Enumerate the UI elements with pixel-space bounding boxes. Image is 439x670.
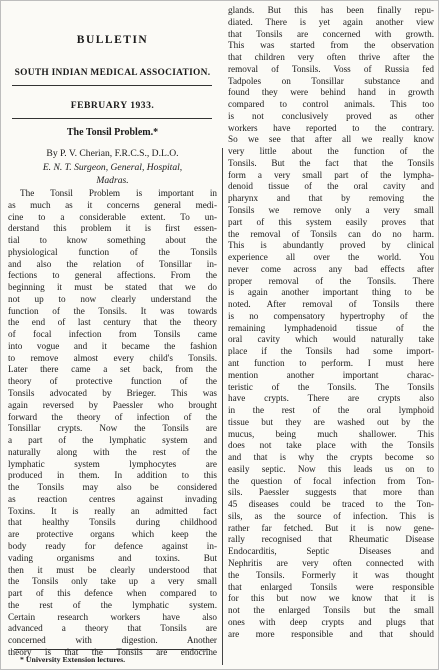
text-line: concerned with digestion. Another [8,635,217,646]
text-line: that healthy Tonsils during childhood [8,517,217,528]
text-line: the Tonsils. Formerly it was thought [228,569,434,580]
text-line: easily septic. Now this leads us on to [228,463,434,474]
text-line: rally recognised that Rheumatic Disease [228,534,434,545]
text-line: the end of last century that the theory [8,317,217,328]
text-line: Endocarditis, Septic Diseases and [228,546,434,557]
text-line: forward the theory of infection of the [8,411,217,422]
text-line: found they were behind hand in growth [228,87,434,98]
header-rule-top [12,85,212,86]
text-line: tial to know something about the [8,235,217,246]
text-line: vading organisms and toxins. But [8,552,217,563]
text-line: body ready for defence against in- [8,540,217,551]
right-column [227,1,435,669]
text-line: place if the Tonsils had some import- [228,346,434,357]
text-line: that enlarged Tonsils were responsible [228,581,434,592]
text-line: The Tonsil Problem is important in [20,188,217,198]
text-line: is again another important thing to be [228,287,434,298]
text-line: Tonsils we remove only a very small [228,205,434,216]
text-line: oral cavity which would naturally take [228,334,434,345]
text-line: never come across any bad effects after [228,263,434,274]
author-location: Madras. [96,175,129,186]
text-line: and that is why the crypts become so [228,452,434,463]
text-line: rather far fetched. But it is now gene- [228,522,434,533]
text-line: theory of protective function of the [8,376,217,387]
text-line: denoid tissue of the oral cavity and [228,181,434,192]
text-line: the rest of the lymphatic system. [8,599,217,610]
text-line: fections to general affections. From the [8,270,217,281]
text-line: Tonsillar crypts. Now the Tonsils are [8,423,217,434]
text-line: physiological function of the Tonsils [8,246,217,257]
text-line: and also the relation of Tonsillar in- [8,258,217,269]
text-line: Tadpoles on Tonsillar substance and [228,75,434,86]
text-line: Certain research workers have also [8,611,217,622]
text-line: sils. Paessler suggests that more than [228,487,434,498]
text-line: This was started from the observation [228,40,434,51]
text-line: beginning it must be stated that we do [8,282,217,293]
journal-name: SOUTH INDIAN MEDICAL ASSOCIATION. [14,68,211,78]
text-line: very little about the function of the [228,146,434,157]
text-line: not up to now clearly understand the [8,293,217,304]
text-line: of focal infection from Tonsils came [8,329,217,340]
text-line: derstand this problem it is first essen- [8,223,217,234]
text-line: Tonsils. But the fact that the Tonsils [228,157,434,168]
text-line: compared to control animals. This too [228,99,434,110]
text-line: So we see that after all we really know [228,134,434,145]
text-line: advanced a theory that Tonsils are [8,623,217,634]
text-line: noted. After removal of Tonsils there [228,299,434,310]
footnote-rule [14,649,210,650]
text-line: the Tonsils only take up a very small [8,576,217,587]
text-line: in the rest of the oral lymphoid [228,405,434,416]
text-line: then it must be clearly understood that [8,564,217,575]
text-line: pharynx and that by removing the [228,193,434,204]
text-line: for this but now we know that it is [228,593,434,604]
text-line: lymphatic system lymphocytes are [8,458,217,469]
text-line: sils, as the source of infection. This is [228,510,434,521]
text-line: are more responsible and that should [228,628,434,639]
issue-date: FEBRUARY 1933. [70,100,155,111]
text-line: Nephritis are very often connected with [228,557,434,568]
author-affiliation: E. N. T. Surgeon, General, Hospital, [42,162,183,173]
text-line: a part of the lymphatic system and [8,435,217,446]
right-body-text [228,5,434,640]
text-line: not the enlarged Tonsils but the small [228,605,434,616]
text-line: cine to a considerable extent. To un- [8,211,217,222]
text-line: into vogue and it became the fashion [8,340,217,351]
text-line: ant function to perform. I must here [228,357,434,368]
left-body-text [8,188,217,659]
text-line: form a very small part of the lympha- [228,169,434,180]
text-line: experience all over the world. You [228,252,434,263]
text-line: glands. But this has been finally repu- [228,5,434,15]
text-line: that Tonsils are concerned with growth. [228,28,434,39]
text-line: part of this system easily proves that [228,216,434,227]
article-author: By P. V. Cherian, F.R.C.S., D.L.O. [46,148,179,159]
text-line: removal of Tonsils. Voss of Russia fed [228,63,434,74]
text-line: Later there came a set back, from the [8,364,217,375]
article-title: The Tonsil Problem.* [66,127,159,138]
text-line: the removal of Tonsils can do no harm. [228,228,434,239]
text-line: that children very often thrive after the [228,52,434,63]
text-line: diated. There is yet again another view [228,16,434,27]
text-line: to remove almost every child's Tonsils. [8,352,217,363]
text-line: does not take place with the Tonsils [228,440,434,451]
text-line: tissue but they are washed out by the [228,416,434,427]
text-line: again reversed by Paessler who brought [8,399,217,410]
text-line: Tonsils advocated by Brieger. This was [8,388,217,399]
text-line: the Tonsils may also be considered [8,482,217,493]
text-line: mucus, being much shallower. This [228,428,434,439]
header-rule-bottom [12,118,212,119]
text-line: teristic of the Tonsils. The Tonsils [228,381,434,392]
bulletin-heading: BULLETIN [76,34,149,46]
text-line: have crypts. There are crypts also [228,393,434,404]
text-line: Toxins. It is really an admitted fact [8,505,217,516]
footnote: * University Extension lectures. [20,655,126,664]
text-line: function of the Tonsils. It was towards [8,305,217,316]
text-line: proper removal of the Tonsils. There [228,275,434,286]
text-line: as reaction centres against invading [8,493,217,504]
left-column [6,1,219,669]
text-line: mention another important charac- [228,369,434,380]
text-line: 45 diseases could be traced to the Ton- [228,499,434,510]
text-line: remaining lymphadenoid tissue of the [228,322,434,333]
text-line: workers have reported to the contrary. [228,122,434,133]
text-line: as much as it concerns general medi- [8,199,217,210]
column-divider [222,148,223,665]
text-line: naturally along with the rest of the [8,446,217,457]
text-line: is not conclusively proved as other [228,110,434,121]
text-line: part of this defence when compared to [8,588,217,599]
text-line: is no compensatory hypertrophy of the [228,310,434,321]
text-line: This is abundantly proved by clinical [228,240,434,251]
text-line: are protective organs which keep the [8,529,217,540]
text-line: the question of focal infection from Ton- [228,475,434,486]
text-line: ones with deep crypts and plugs that [228,616,434,627]
text-line: produced in them. In addition to this [8,470,217,481]
text-line: theory is that the Tonsils are endocrine [8,646,217,657]
